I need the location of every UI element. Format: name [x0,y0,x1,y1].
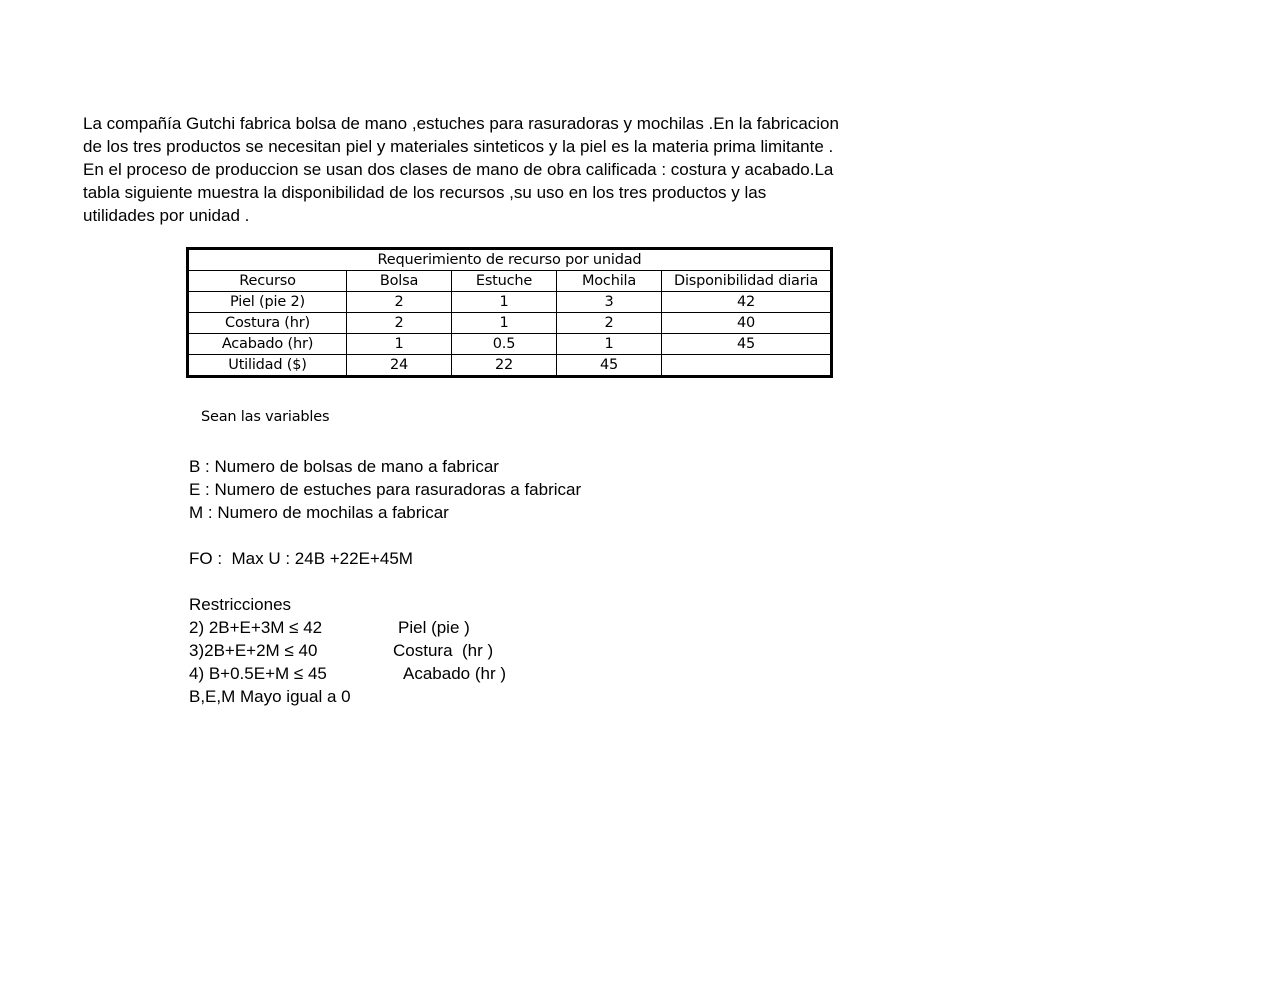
statement-line: de los tres productos se necesitan piel y materiales sinteticos y la piel es la materia prima limitante . [83,137,834,156]
statement-line: tabla siguiente muestra la disponibilidad de los recursos ,su uso en los tres productos y las [83,183,767,202]
column-header: Mochila [557,271,662,292]
table-cell: Piel (pie 2) [188,292,347,313]
table-cell: 3 [557,292,662,313]
table-cell: 2 [347,292,452,313]
restriction-expression: 2) 2B+E+3M ≤ 42 [189,618,323,637]
table-row [188,355,832,377]
restrictions-title: Restricciones [189,595,292,614]
table-cell: Utilidad ($) [188,355,347,377]
table-cell: 1 [557,334,662,355]
table-caption-row [188,249,832,271]
restriction-expression: 3)2B+E+2M ≤ 40 [189,641,318,660]
table-cell [662,355,832,377]
table-header-row [188,271,832,292]
column-header: Estuche [452,271,557,292]
variable-definition: E : Numero de estuches para rasuradoras a fabricar [189,480,582,499]
table-cell: 45 [662,334,832,355]
objective-function: FO : Max U : 24B +22E+45M [189,549,413,568]
restriction-row [189,662,581,685]
table-cell: 22 [452,355,557,377]
restriction-label: Piel (pie ) [398,618,470,637]
table-caption: Requerimiento de recurso por unidad [188,249,832,271]
variable-definition: B : Numero de bolsas de mano a fabricar [189,457,499,476]
table-row [188,292,832,313]
statement-line: La compañía Gutchi fabrica bolsa de mano ,estuches para rasuradoras y mochilas .En la fabricacion [83,114,839,133]
column-header: Recurso [188,271,347,292]
resource-requirements-table [186,247,833,378]
table-cell: 2 [557,313,662,334]
table-cell: 0.5 [452,334,557,355]
table-cell: 1 [452,292,557,313]
column-header: Bolsa [347,271,452,292]
table-cell: Costura (hr) [188,313,347,334]
statement-line: utilidades por unidad . [83,206,250,225]
table-cell: 2 [347,313,452,334]
table-cell: 1 [347,334,452,355]
non-negativity-constraint: B,E,M Mayo igual a 0 [189,687,351,706]
table-cell: 24 [347,355,452,377]
table-cell: 1 [452,313,557,334]
restriction-expression: 4) B+0.5E+M ≤ 45 [189,664,327,683]
table-cell: 42 [662,292,832,313]
restriction-label: Costura (hr ) [393,641,494,660]
column-header: Disponibilidad diaria [662,271,832,292]
statement-line: En el proceso de produccion se usan dos clases de mano de obra calificada : costura y acabado.La [83,160,834,179]
restriction-row [189,616,581,639]
table-row [188,334,832,355]
spacer [189,570,581,593]
restriction-row [189,639,581,662]
variables-label: Sean las variables [201,409,330,425]
model-formulation [189,455,581,708]
restriction-label: Acabado (hr ) [403,664,506,683]
table-row [188,313,832,334]
table-cell: 45 [557,355,662,377]
variable-definition: M : Numero de mochilas a fabricar [189,503,449,522]
table-cell: 40 [662,313,832,334]
table-cell: Acabado (hr) [188,334,347,355]
problem-statement [83,112,903,227]
spacer [189,524,581,547]
